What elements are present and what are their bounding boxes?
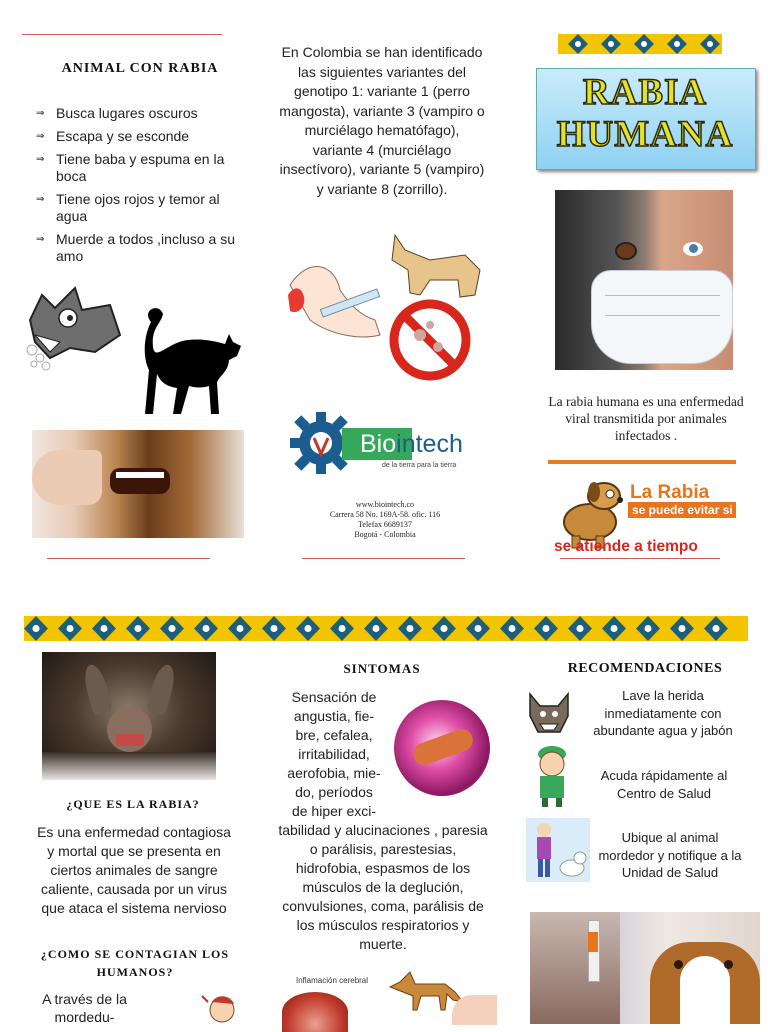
rule-col1-bottom xyxy=(47,558,210,559)
biointech-logo: Biointech xyxy=(360,430,463,458)
banner-line3: se atiende a tiempo xyxy=(554,538,698,555)
boy-with-cat-icon xyxy=(526,818,590,882)
border-dot xyxy=(679,625,686,632)
border-dot xyxy=(645,625,652,632)
border-dot xyxy=(611,625,618,632)
page-title: RABIA HUMANA xyxy=(556,72,734,155)
animal-rabia-heading: ANIMAL CON RABIA xyxy=(61,61,219,76)
ornament-border-small xyxy=(558,34,722,54)
doctor-cartoon-icon xyxy=(532,744,572,808)
border-dot xyxy=(169,625,176,632)
sintomas-text-wide: tabilidad y alucinaciones , paresia o parálisis, parestesias, hidrofobia, espasmos de los músculos de la deglución, convulsiones, coma, parálisis de los músculos respiratorios y muerte. xyxy=(278,822,488,952)
vaccinating-dog-photo xyxy=(530,912,760,1024)
rabia-caption: La rabia humana es una enfermedad viral transmitida por animales infectados . xyxy=(548,394,744,443)
border-dot xyxy=(237,625,244,632)
diagram-label: Inflamación cerebral xyxy=(296,976,369,985)
hand-image xyxy=(452,995,497,1025)
contact-block: www.biointech.co Carrera 58 No. 169A-58. ofic. 116 Telefax 6689137 Bogotá - Colombia xyxy=(329,500,441,539)
que-es-text: Es una enfermedad contagiosa y mortal que se presenta en ciertos animales de sangre caliente, causada por un virus que ataca el sistema nervioso xyxy=(37,824,231,916)
symptom-list xyxy=(28,105,238,271)
top-rule-left xyxy=(22,34,222,35)
contagio-text: A través de la mordedu- xyxy=(42,991,127,1025)
border-dot xyxy=(67,625,74,632)
border-dot xyxy=(135,625,142,632)
brain-diagram xyxy=(282,992,348,1032)
prevention-banner xyxy=(548,460,736,561)
banner-line2: se puede evitar si xyxy=(632,503,733,517)
banner-line1: La Rabia xyxy=(630,482,710,503)
person-cartoon-icon xyxy=(200,990,240,1024)
variants-paragraph: En Colombia se han identificado las siguientes variantes del genotipo 1: variante 1 (perro mangosta), variante 3 (vampiro o murciélago hematófago), variante 4 (murciélago insectívoro), variante 5 (vampiro) y variante 8 (zorrillo). xyxy=(279,44,485,197)
list-item: ⇒ Escapa y se esconde xyxy=(36,128,190,144)
list-item: ⇒ Tiene baba y espuma en la boca xyxy=(36,151,225,184)
list-item: ⇒ Busca lugares oscuros xyxy=(36,105,198,121)
rec-lave-herida: Lave la herida inmediatamente con abundante agua y jabón xyxy=(593,688,733,738)
black-cat-icon xyxy=(133,302,248,420)
border-dot xyxy=(543,625,550,632)
rabid-dog-cartoon-icon xyxy=(20,280,130,375)
rec-ubique-animal: Ubique al animal mordedor y notifique a la Unidad de Salud xyxy=(598,830,742,880)
rec-centro-salud: Acuda rápidamente al Centro de Salud xyxy=(600,768,728,801)
logo-tagline: de la tierra para la tierra xyxy=(382,462,457,469)
vaccination-illustration xyxy=(280,225,490,400)
border-dot xyxy=(373,625,380,632)
ornament-border-large xyxy=(24,616,748,641)
sintomas-heading: SINTOMAS xyxy=(343,661,421,676)
border-dot xyxy=(407,625,414,632)
snarling-dog-photo xyxy=(32,430,244,538)
que-es-heading: ¿QUE ES LA RABIA? xyxy=(66,797,200,811)
list-item: ⇒ Muerde a todos ,incluso a su amo xyxy=(36,231,235,264)
sintomas-text-narrow: Sensación de angustia, fie- bre, cefalea, irritabilidad, aerofobia, mie- do, períodos de hiper exci- xyxy=(287,689,381,819)
masked-face-photo xyxy=(555,190,733,370)
border-dot xyxy=(441,625,448,632)
border-dot xyxy=(203,625,210,632)
border-dot xyxy=(305,625,312,632)
rule-col2-bottom xyxy=(302,558,465,559)
vampire-bat-photo xyxy=(42,652,216,780)
virus-image xyxy=(394,700,490,796)
boy-cat-illustration xyxy=(526,818,590,882)
border-dot xyxy=(271,625,278,632)
border-dot xyxy=(101,625,108,632)
border-dot xyxy=(713,625,720,632)
border-dot xyxy=(339,625,346,632)
border-dot xyxy=(577,625,584,632)
border-dot xyxy=(33,625,40,632)
border-dot xyxy=(509,625,516,632)
list-item: ⇒ Tiene ojos rojos y temor al agua xyxy=(36,191,220,224)
border-dot xyxy=(475,625,482,632)
wolf-cartoon-icon xyxy=(524,686,574,738)
contagio-heading: ¿COMO SE CONTAGIAN LOS HUMANOS? xyxy=(40,947,230,979)
recomendaciones-heading: RECOMENDACIONES xyxy=(567,661,723,676)
rule-col3-bottom xyxy=(560,558,720,559)
